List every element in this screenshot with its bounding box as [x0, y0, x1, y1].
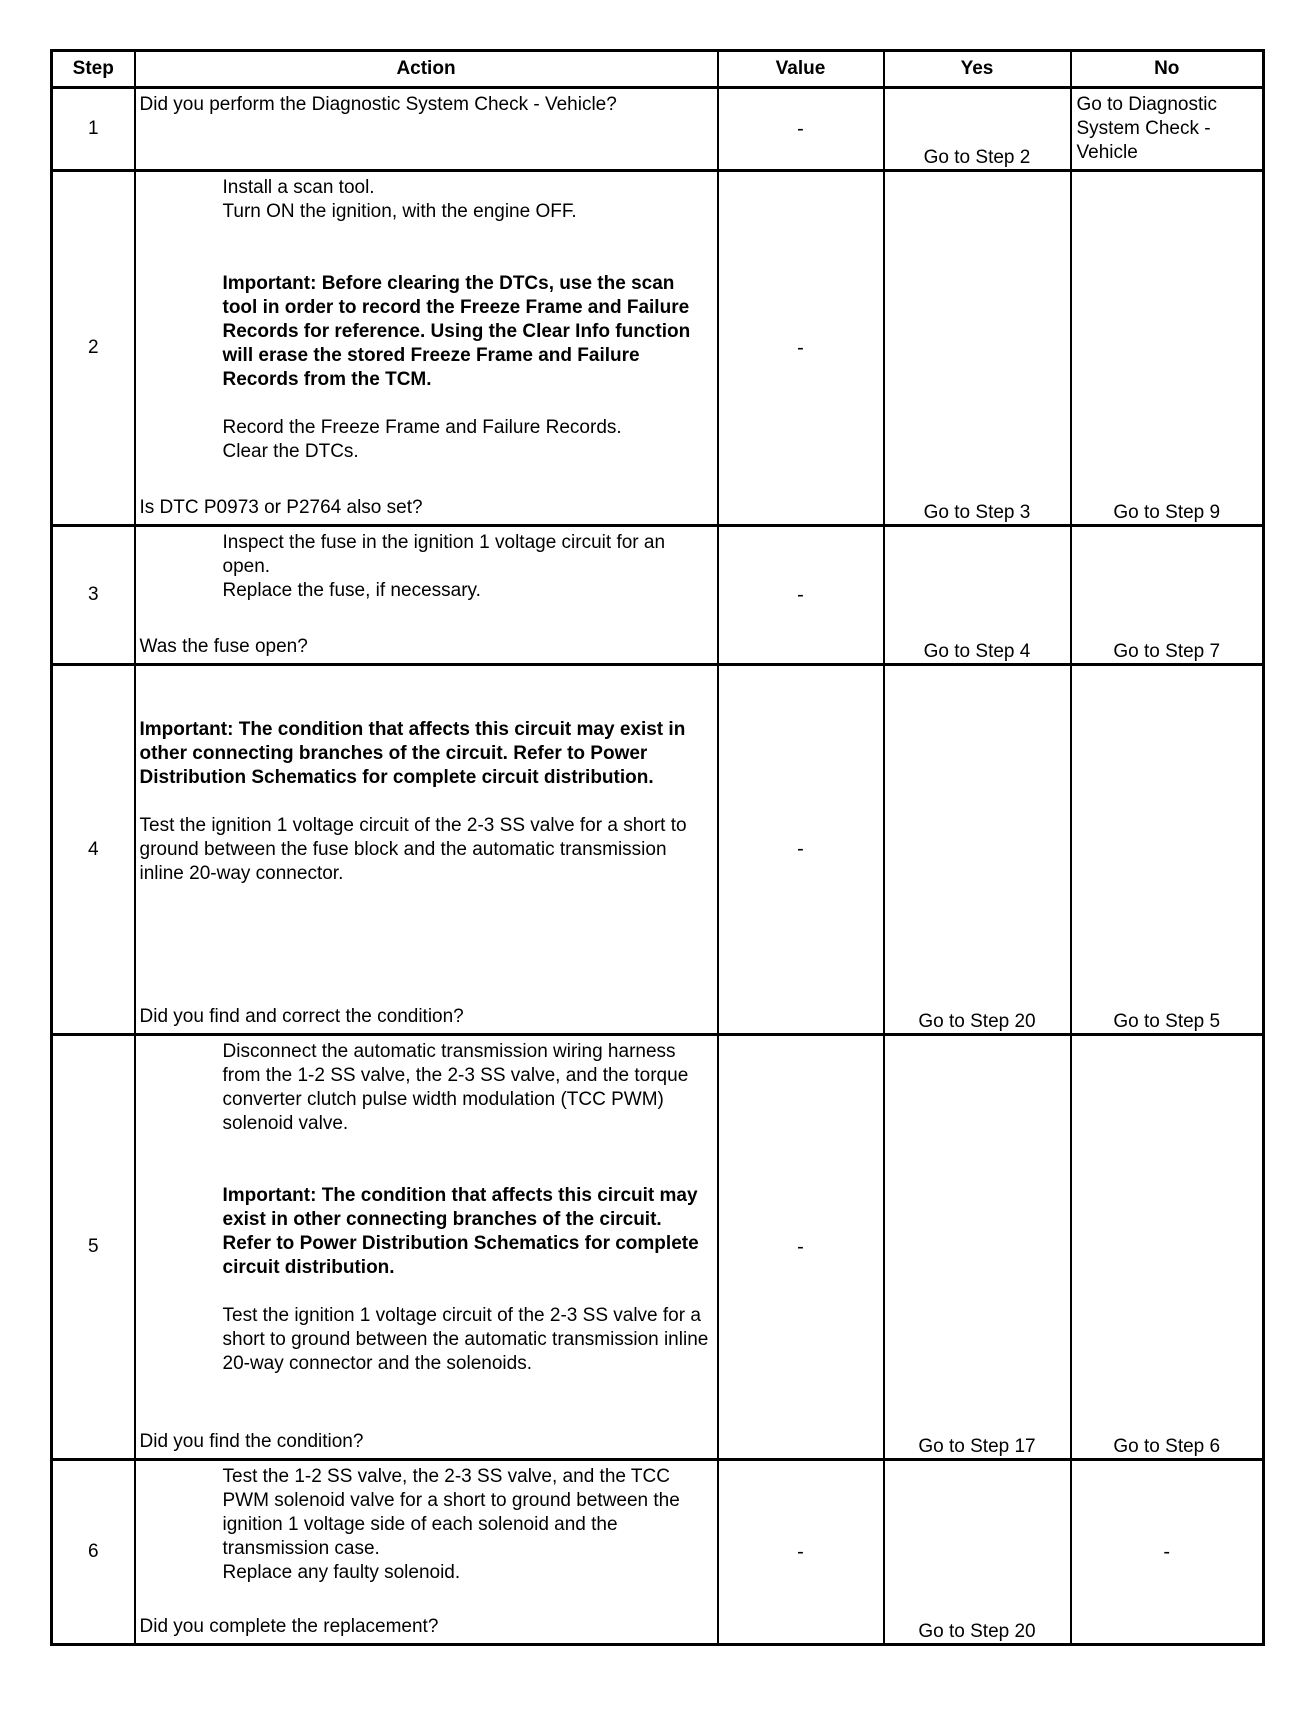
yes-cell: Go to Step 17: [884, 1035, 1071, 1460]
yes-cell: Go to Step 20: [884, 1460, 1071, 1645]
header-step: Step: [52, 51, 135, 88]
action-text: Record the Freeze Frame and Failure Records.: [222, 417, 622, 438]
action-cell: [135, 526, 718, 665]
table-row: [52, 665, 1264, 1035]
step-number: 3: [52, 526, 135, 665]
action-text: Test the 1-2 SS valve, the 2-3 SS valve, and the TCC PWM solenoid valve for a short to ground between the ignition 1 voltage side of each solenoid and the transmission case.: [222, 1466, 680, 1559]
step-number: 2: [52, 171, 135, 526]
step-number: 5: [52, 1035, 135, 1460]
action-cell: [135, 665, 718, 1035]
action-question: Is DTC P0973 or P2764 also set?: [139, 497, 423, 518]
action-cell: [135, 171, 718, 526]
important-note: Important: The condition that affects this circuit may exist in other connecting branches of the circuit. Refer to Power Distribution Schematics for complete circuit distribution.: [139, 719, 686, 788]
value-cell: -: [718, 88, 884, 171]
no-cell: Go to Step 7: [1071, 526, 1264, 665]
action-text: Turn ON the ignition, with the engine OFF.: [222, 201, 577, 222]
action-text: Disconnect the automatic transmission wiring harness from the 1-2 SS valve, the 2-3 SS valve, and the torque converter clutch pulse width modulation (TCC PWM) solenoid valve.: [222, 1041, 689, 1134]
step-number: 6: [52, 1460, 135, 1645]
table-row: [52, 171, 1264, 526]
action-text: Test the ignition 1 voltage circuit of the 2-3 SS valve for a short to ground between the automatic transmission inline 20-way connector and the solenoids.: [222, 1305, 709, 1374]
no-cell: -: [1071, 1460, 1264, 1645]
no-cell: Go to Step 6: [1071, 1035, 1264, 1460]
step-number: 4: [52, 665, 135, 1035]
action-cell: [135, 88, 718, 171]
value-cell: -: [718, 526, 884, 665]
yes-cell: Go to Step 20: [884, 665, 1071, 1035]
value-cell: -: [718, 171, 884, 526]
header-no: No: [1071, 51, 1264, 88]
action-cell: [135, 1460, 718, 1645]
action-question: Did you complete the replacement?: [139, 1616, 439, 1637]
table-row: [52, 1460, 1264, 1645]
no-cell: Go to Step 9: [1071, 171, 1264, 526]
yes-cell: Go to Step 2: [884, 88, 1071, 171]
important-note: Important: The condition that affects this circuit may exist in other connecting branches of the circuit. Refer to Power Distribution Schematics for complete circuit distribution.: [222, 1185, 699, 1278]
action-text: Inspect the fuse in the ignition 1 voltage circuit for an open.: [222, 532, 666, 577]
header-yes: Yes: [884, 51, 1071, 88]
value-cell: -: [718, 1035, 884, 1460]
action-question: Did you find the condition?: [139, 1431, 364, 1452]
action-text: Test the ignition 1 voltage circuit of the 2-3 SS valve for a short to ground between the fuse block and the automatic transmission inline 20-way connector.: [139, 815, 687, 884]
action-text: Replace any faulty solenoid.: [222, 1562, 461, 1583]
table-row: [52, 1035, 1264, 1460]
action-text: Replace the fuse, if necessary.: [222, 580, 481, 601]
header-row: [52, 51, 1264, 88]
action-text: Install a scan tool.: [222, 177, 375, 198]
diagnostic-table: [50, 49, 1265, 1646]
table-row: [52, 526, 1264, 665]
yes-cell: Go to Step 4: [884, 526, 1071, 665]
no-cell: Go to Diagnostic System Check - Vehicle: [1071, 88, 1264, 171]
no-cell: Go to Step 5: [1071, 665, 1264, 1035]
value-cell: -: [718, 1460, 884, 1645]
step-number: 1: [52, 88, 135, 171]
value-cell: -: [718, 665, 884, 1035]
action-question: Did you perform the Diagnostic System Check - Vehicle?: [139, 94, 617, 115]
header-action: Action: [135, 51, 718, 88]
action-cell: [135, 1035, 718, 1460]
yes-cell: Go to Step 3: [884, 171, 1071, 526]
header-value: Value: [718, 51, 884, 88]
table-row: [52, 88, 1264, 171]
important-note: Important: Before clearing the DTCs, use the scan tool in order to record the Freeze Frame and Failure Records for reference. Using the Clear Info function will erase the stored Freeze Frame and Failure Records from the TCM.: [222, 273, 691, 390]
action-question: Was the fuse open?: [139, 636, 308, 657]
action-text: Clear the DTCs.: [222, 441, 359, 462]
action-question: Did you find and correct the condition?: [139, 1006, 464, 1027]
